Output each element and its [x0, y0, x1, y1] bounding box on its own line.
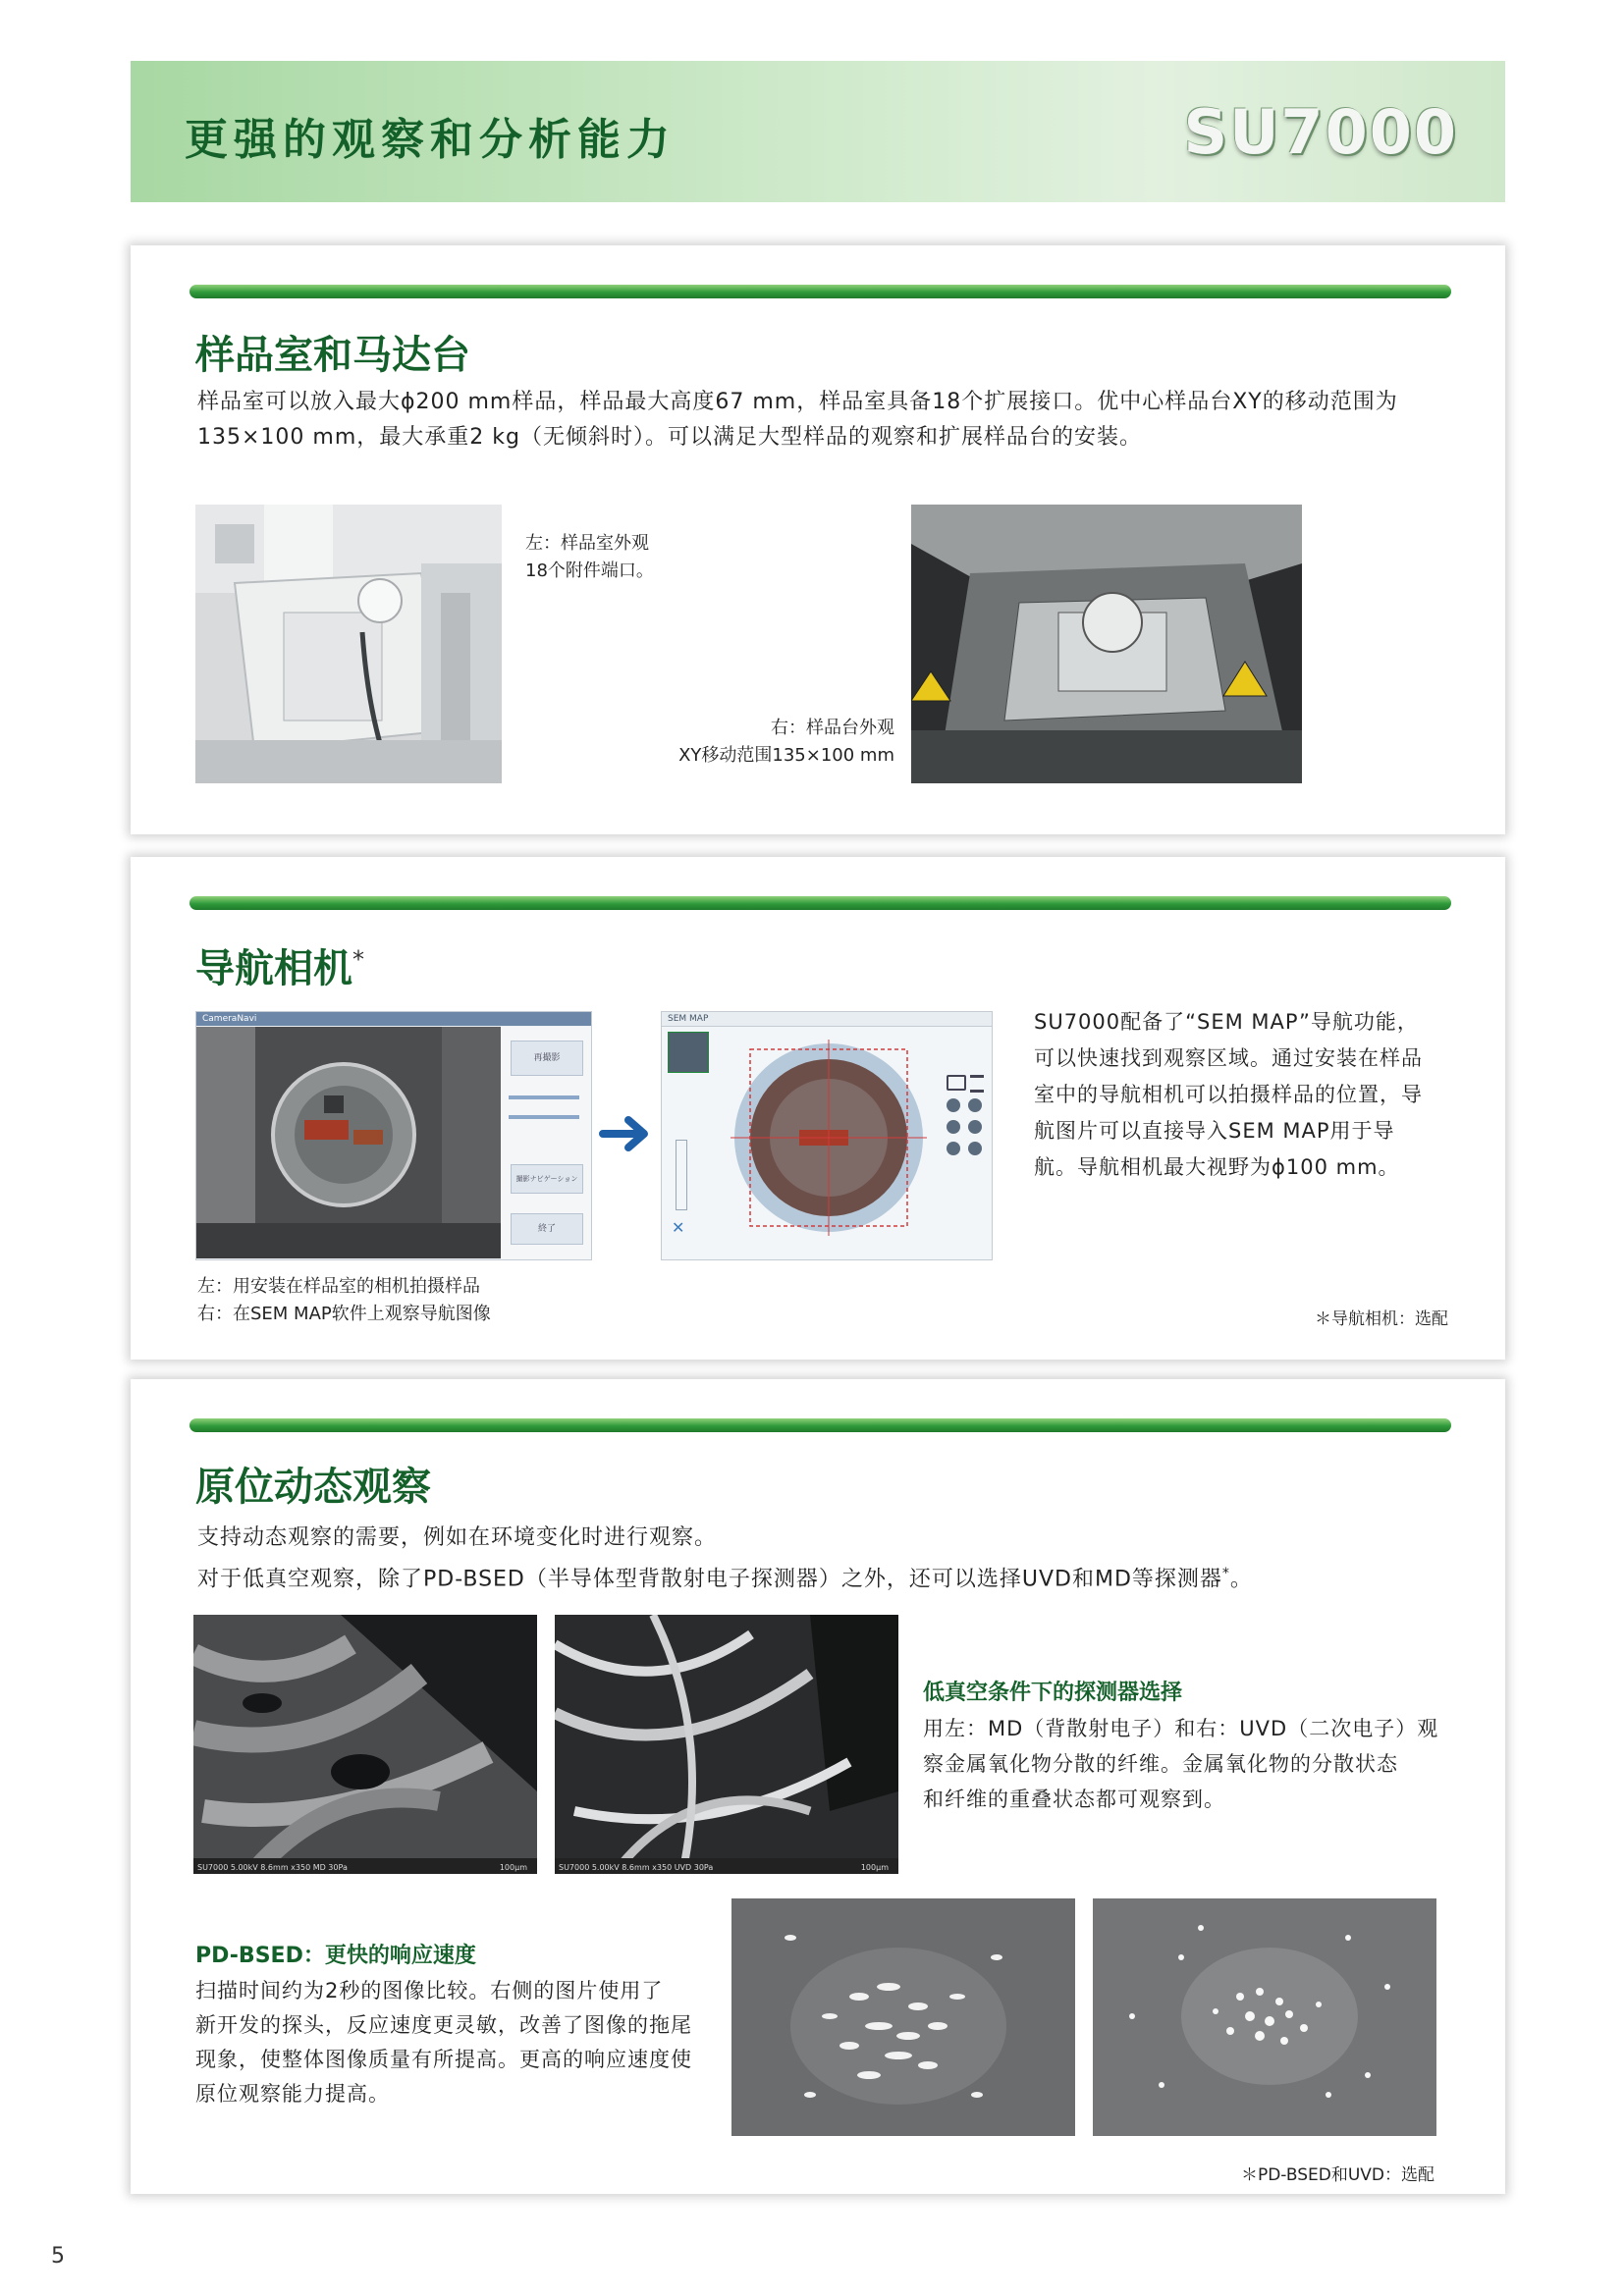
body-line: 135×100 mm，最大承重2 kg（无倾斜时）。可以满足大型样品的观察和扩展样品台的安装。 — [197, 425, 1142, 450]
sem-image-uvd — [555, 1615, 898, 1874]
finish-button[interactable]: 終了 — [511, 1213, 583, 1245]
stage-photo — [911, 505, 1302, 783]
section-title — [195, 937, 364, 993]
toolbar-button[interactable] — [968, 1098, 982, 1112]
body-line: 航图片可以直接导入SEM MAP用于导 — [1034, 1119, 1395, 1143]
section-title-text: 导航相机 — [195, 946, 352, 991]
navigate-button[interactable]: 撮影ナビゲーション — [511, 1164, 583, 1194]
body-line: 样品室可以放入最大ϕ200 mm样品，样品最大高度67 mm，样品室具备18个扩展接口。优中心样品台XY的移动范围为 — [197, 390, 1398, 414]
section-divider-bar — [189, 896, 1451, 910]
window-titlebar: SEM MAP — [662, 1012, 992, 1027]
pd-bsed-title: PD-BSED：更快的响应速度 — [195, 1944, 476, 1968]
section-title: 原位动态观察 — [195, 1465, 431, 1510]
section-title: 样品室和马达台 — [195, 333, 470, 378]
body-line: 和纤维的重叠状态都可观察到。 — [923, 1788, 1225, 1811]
arrow-right-icon — [599, 1114, 654, 1153]
minimap-thumbnail[interactable] — [668, 1032, 709, 1073]
pd-bsed-image-old — [731, 1898, 1075, 2136]
sem-map-screen — [661, 1011, 993, 1260]
section-sample-chamber — [131, 245, 1505, 834]
sem-info-bar: SU7000 5.00kV 8.6mm x350 MD 30Pa — [197, 1863, 348, 1872]
section-body — [1034, 1004, 1486, 1186]
scale-bar-label: 100μm — [860, 1863, 889, 1872]
caption-right — [678, 715, 894, 770]
expand-icon[interactable]: ✕ — [672, 1218, 685, 1237]
sample-chamber-photo — [195, 505, 502, 783]
sem-map-image[interactable] — [731, 1040, 927, 1236]
section-divider-bar — [189, 1418, 1451, 1432]
page-number: 5 — [51, 2244, 65, 2269]
optional-note: ＊PD-BSED和UVD：选配 — [1240, 2165, 1435, 2185]
body-line: 察金属氧化物分散的纤维。金属氧化物的分散状态 — [923, 1752, 1398, 1776]
caption-left — [525, 530, 654, 585]
chamber-camera-image — [196, 1027, 501, 1258]
slider-track[interactable] — [509, 1095, 579, 1099]
body-line — [197, 1556, 1474, 1597]
body-line: SU7000配备了“SEM MAP”导航功能， — [1034, 1010, 1419, 1034]
menu-icon[interactable] — [970, 1075, 984, 1093]
toolbar-button[interactable] — [947, 1120, 960, 1134]
window-titlebar: CameraNavi — [196, 1012, 591, 1026]
body-line: 航。导航相机最大视野为ϕ100 mm。 — [1034, 1155, 1400, 1179]
body-line: 新开发的探头，反应速度更灵敏，改善了图像的拖尾 — [195, 2013, 692, 2037]
camera-icon[interactable] — [947, 1075, 966, 1091]
section-body — [197, 385, 1474, 455]
section-body — [197, 1521, 1474, 1597]
body-text: 。 — [1229, 1567, 1253, 1592]
sem-info-bar: SU7000 5.00kV 8.6mm x350 UVD 30Pa — [559, 1863, 714, 1872]
toolbar-button[interactable] — [968, 1142, 982, 1155]
footnote-mark: * — [1221, 1566, 1230, 1581]
section-in-situ-observation — [131, 1379, 1505, 2194]
body-line: 可以快速找到观察区域。通过安装在样品 — [1034, 1046, 1423, 1070]
body-text: 对于低真空观察，除了PD-BSED（半导体型背散射电子探测器）之外，还可以选择UVD和MD等探测器 — [197, 1567, 1222, 1592]
zoom-slider[interactable] — [676, 1140, 687, 1210]
body-line: 现象，使整体图像质量有所提高。更高的响应速度使 — [195, 2048, 692, 2071]
model-logo: SU7000 — [1183, 96, 1458, 168]
retake-button[interactable]: 再撮影 — [511, 1041, 583, 1076]
pd-bsed-image-new — [1093, 1898, 1436, 2136]
sem-image-md — [193, 1615, 537, 1874]
navigation-camera-screen — [195, 1011, 592, 1260]
section-divider-bar — [189, 285, 1451, 298]
caption-line: 左：样品室外观 — [525, 533, 649, 554]
caption-line: 左：用安装在样品室的相机拍摄样品 — [197, 1276, 480, 1297]
toolbar-button[interactable] — [968, 1120, 982, 1134]
toolbar-button[interactable] — [947, 1142, 960, 1155]
figure-captions — [197, 1273, 491, 1328]
detector-selection-title: 低真空条件下的探测器选择 — [923, 1681, 1183, 1705]
caption-line: 右：样品台外观 — [771, 718, 894, 738]
section-navigation-camera — [131, 857, 1505, 1360]
footnote-mark: * — [352, 945, 364, 974]
optional-note: ＊导航相机：选配 — [1315, 1309, 1448, 1329]
caption-line: XY移动范围135×100 mm — [678, 745, 894, 766]
body-line: 原位观察能力提高。 — [195, 2082, 390, 2106]
body-line: 扫描时间约为2秒的图像比较。右侧的图片使用了 — [195, 1979, 664, 2002]
body-line: 用左：MD（背散射电子）和右：UVD（二次电子）观 — [923, 1717, 1439, 1740]
body-line: 室中的导航相机可以拍摄样品的位置，导 — [1034, 1083, 1423, 1106]
pd-bsed-body — [195, 1974, 716, 2111]
page-title: 更强的观察和分析能力 — [185, 115, 676, 165]
page-header-banner — [131, 61, 1505, 202]
detector-selection-body — [923, 1711, 1473, 1817]
caption-line: 18个附件端口。 — [525, 561, 654, 581]
body-line: 支持动态观察的需要，例如在环境变化时进行观察。 — [197, 1525, 718, 1550]
slider-track[interactable] — [509, 1115, 579, 1119]
toolbar-button[interactable] — [947, 1098, 960, 1112]
screen-side-panel — [501, 1027, 591, 1259]
scale-bar-label: 100μm — [499, 1863, 527, 1872]
caption-line: 右：在SEM MAP软件上观察导航图像 — [197, 1304, 491, 1324]
